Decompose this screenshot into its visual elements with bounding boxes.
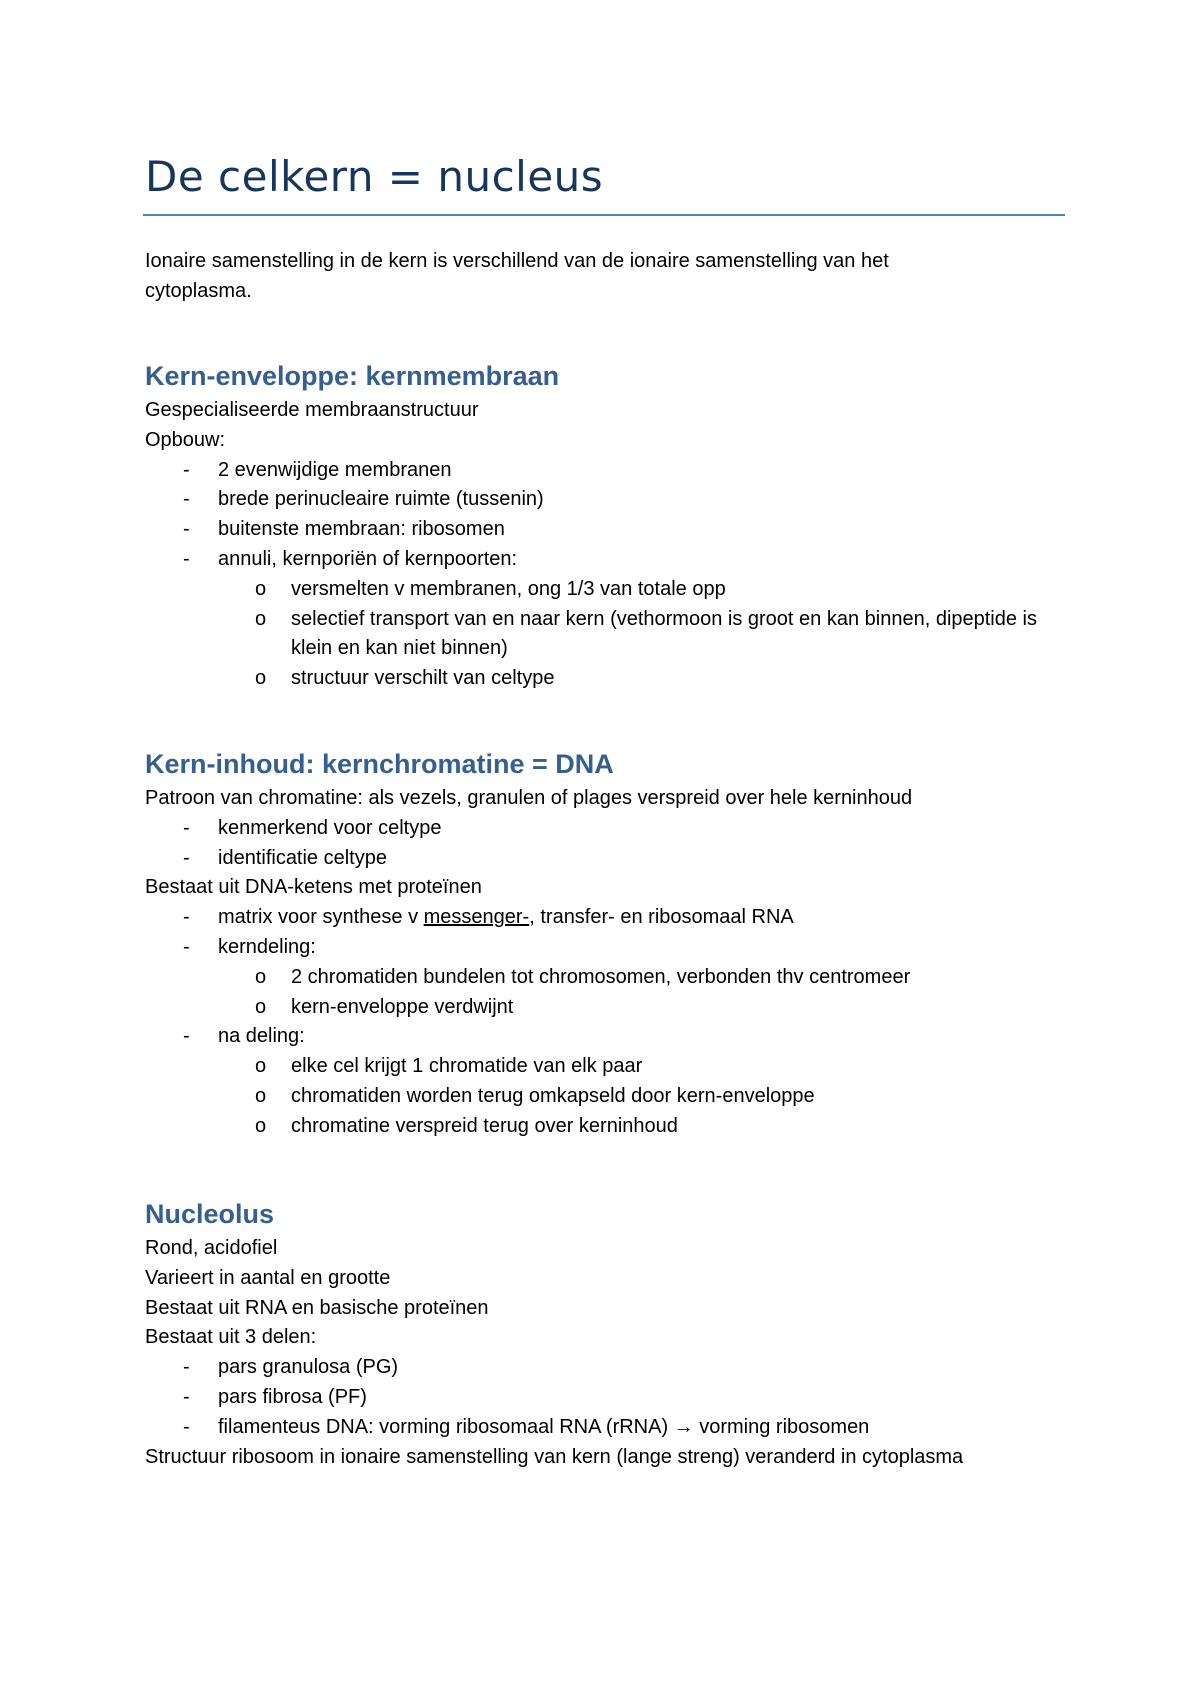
section-heading-kern-inhoud: Kern-inhoud: kernchromatine = DNA xyxy=(145,749,614,779)
list-item-text: kenmerkend voor celtype xyxy=(218,816,442,839)
text-line: Bestaat uit DNA-ketens met proteïnen xyxy=(145,876,482,899)
list-item xyxy=(145,456,1065,486)
sub-list-item-text: elke cel krijgt 1 chromatide van elk paar xyxy=(291,1055,643,1078)
text-line: Patroon van chromatine: als vezels, granulen of plages verspreid over hele kerninhoud xyxy=(145,787,913,809)
dash-bullet: - xyxy=(183,1025,190,1048)
dash-bullet: - xyxy=(183,1356,190,1379)
list-item-text: annuli, kernporiën of kernpoorten: xyxy=(218,547,518,570)
dash-bullet: - xyxy=(183,846,190,869)
text-line: Structuur ribosoom in ionaire samenstelling van kern (lange streng) veranderd in cytoplasma xyxy=(145,1445,964,1468)
list-item-text: , transfer- en ribosomaal RNA xyxy=(529,906,794,929)
dash-bullet: - xyxy=(183,1385,190,1408)
circle-bullet: o xyxy=(255,1114,267,1137)
list-item-text: kerndeling: xyxy=(218,935,316,958)
sub-list-item xyxy=(145,605,1041,665)
text-line: Bestaat uit RNA en basische proteïnen xyxy=(145,1296,489,1319)
text-line: Bestaat uit 3 delen: xyxy=(145,1326,317,1349)
sub-list-item-text: chromatine verspreid terug over kerninhoud xyxy=(291,1114,678,1137)
list-item-text: pars granulosa (PG) xyxy=(218,1356,399,1379)
circle-bullet: o xyxy=(255,995,267,1018)
sub-list-item-text: structuur verschilt van celtype xyxy=(291,667,555,690)
dash-bullet: - xyxy=(183,906,190,929)
dash-bullet: - xyxy=(183,547,190,570)
list-item xyxy=(145,1413,1065,1443)
list-item xyxy=(145,485,1065,515)
list-item xyxy=(145,903,1065,933)
circle-bullet: o xyxy=(255,607,267,630)
sub-list-item-text: 2 chromatiden bundelen tot chromosomen, verbonden thv centromeer xyxy=(291,965,911,988)
list-item xyxy=(145,1022,1065,1052)
list-item xyxy=(145,933,1065,963)
list-item xyxy=(145,814,1065,844)
dash-bullet: - xyxy=(183,488,190,511)
underlined-text: messenger- xyxy=(423,906,530,929)
section-kern-enveloppe-body xyxy=(145,396,1065,694)
list-item xyxy=(145,1353,1065,1383)
sub-list-item xyxy=(145,963,1065,993)
list-item-text: filamenteus DNA: vorming ribosomaal RNA (rRNA) → vorming ribosomen xyxy=(218,1415,870,1438)
dash-bullet: - xyxy=(183,935,190,958)
sub-list-item-text: kern-enveloppe verdwijnt xyxy=(291,995,514,1018)
list-item-text: pars fibrosa (PF) xyxy=(218,1385,367,1408)
list-item xyxy=(145,545,1065,575)
page-title: De celkern = nucleus xyxy=(145,152,604,201)
list-item-text: identificatie celtype xyxy=(218,846,387,869)
dash-bullet: - xyxy=(183,518,190,541)
text-line: Rond, acidofiel xyxy=(145,1237,278,1259)
sub-list-item xyxy=(145,664,1065,694)
circle-bullet: o xyxy=(255,577,267,600)
section-heading-nucleolus: Nucleolus xyxy=(145,1199,275,1229)
text-line: Varieert in aantal en grootte xyxy=(145,1266,391,1289)
list-item xyxy=(145,844,1065,874)
sub-list-item xyxy=(145,1052,1065,1082)
sub-list-item xyxy=(145,1082,1065,1112)
list-item-text: 2 evenwijdige membranen xyxy=(218,458,452,481)
circle-bullet: o xyxy=(255,1084,267,1107)
circle-bullet: o xyxy=(255,1055,267,1078)
dash-bullet: - xyxy=(183,816,190,839)
list-item-text: na deling: xyxy=(218,1025,305,1048)
sub-list-item-text: versmelten v membranen, ong 1/3 van totale opp xyxy=(291,577,726,600)
intro-paragraph: Ionaire samenstelling in de kern is verschillend van de ionaire samenstelling van het cytoplasma. xyxy=(145,250,889,302)
sub-list-item xyxy=(145,1112,1065,1142)
sub-list-item-text: chromatiden worden terug omkapseld door kern-enveloppe xyxy=(291,1084,815,1107)
dash-bullet: - xyxy=(183,1415,190,1438)
text-line: Opbouw: xyxy=(145,428,226,451)
sub-list-item xyxy=(145,993,1065,1023)
dash-bullet: - xyxy=(183,458,190,481)
list-item-text: buitenste membraan: ribosomen xyxy=(218,518,505,541)
section-kern-inhoud-body xyxy=(145,784,1065,1142)
list-item xyxy=(145,515,1065,545)
sub-list-item-text: selectief transport van en naar kern (vethormoon is groot en kan binnen, dipeptide is klein en kan niet binnen) xyxy=(291,607,1037,660)
list-item-text: matrix voor synthese v xyxy=(218,906,424,929)
sub-list-item xyxy=(145,575,1065,605)
circle-bullet: o xyxy=(255,667,267,690)
title-underline-rule xyxy=(143,214,1065,216)
text-line: Gespecialiseerde membraanstructuur xyxy=(145,399,479,421)
list-item-text: brede perinucleaire ruimte (tussenin) xyxy=(218,488,544,511)
section-heading-kern-enveloppe: Kern-enveloppe: kernmembraan xyxy=(145,361,560,391)
circle-bullet: o xyxy=(255,965,267,988)
section-nucleolus-body xyxy=(145,1234,1065,1472)
list-item xyxy=(145,1383,1065,1413)
